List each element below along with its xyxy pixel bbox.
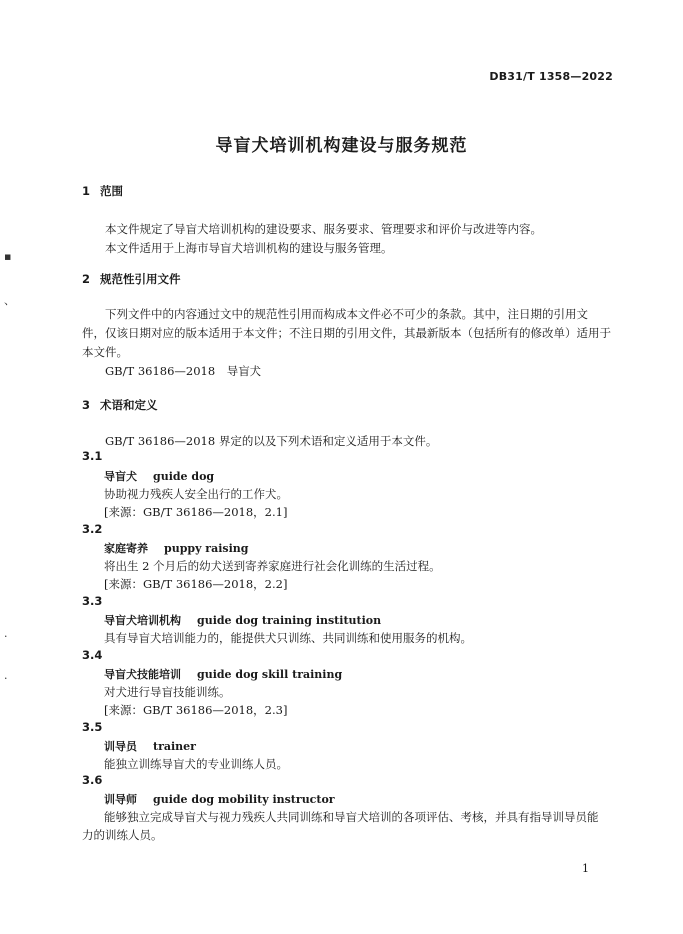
- clause-number: 3.1: [82, 449, 103, 463]
- term-entry: [104, 468, 214, 484]
- page-number: 1: [582, 862, 589, 875]
- standard-number: DB31/T 1358—2022: [489, 70, 613, 83]
- term-definition-line: 力的训练人员。: [82, 828, 163, 842]
- paragraph: 本文件规定了导盲犬培训机构的建设要求、服务要求、管理要求和评价与改进等内容。: [105, 222, 542, 236]
- term-chinese: 训导师: [104, 793, 137, 806]
- term-definition: 对犬进行导盲技能训练。: [104, 685, 231, 699]
- clause-number: 3.4: [82, 648, 103, 662]
- section-2-heading: [82, 271, 181, 287]
- term-english: guide dog mobility instructor: [153, 793, 335, 806]
- term-english: guide dog training institution: [197, 614, 382, 627]
- paragraph-line: 下列文件中的内容通过文中的规范性引用而构成本文件必不可少的条款。其中，注日期的引用文: [105, 307, 588, 321]
- section-title: 范围: [100, 184, 123, 198]
- document-title: 导盲犬培训机构建设与服务规范: [215, 136, 468, 156]
- paragraph: 本文件适用于上海市导盲犬培训机构的建设与服务管理。: [105, 241, 393, 255]
- term-chinese: 导盲犬培训机构: [104, 614, 181, 627]
- section-title: 规范性引用文件: [100, 272, 181, 286]
- term-entry: [104, 540, 248, 556]
- clause-number: 3.2: [82, 522, 103, 536]
- section-1-heading: [82, 183, 123, 199]
- term-entry: [104, 666, 342, 682]
- term-definition: 将出生 2 个月后的幼犬送到寄养家庭进行社会化训练的生活过程。: [104, 559, 441, 573]
- paragraph-line: 本文件。: [82, 345, 128, 359]
- section-number: 2: [82, 272, 91, 286]
- term-chinese: 训导员: [104, 740, 137, 753]
- clause-number: 3.5: [82, 720, 103, 734]
- scan-mark: ·: [4, 630, 8, 643]
- normative-reference: GB/T 36186—2018 导盲犬: [105, 364, 262, 378]
- clause-number: 3.6: [82, 773, 103, 787]
- section-3-heading: [82, 397, 158, 413]
- term-definition: 能独立训练导盲犬的专业训练人员。: [104, 757, 288, 771]
- term-english: trainer: [153, 740, 196, 753]
- term-english: guide dog: [153, 470, 215, 483]
- term-entry: [104, 738, 196, 754]
- term-definition-line: 能够独立完成导盲犬与视力残疾人共同训练和导盲犬培训的各项评估、考核，并具有指导训导员能: [104, 810, 599, 824]
- section-number: 1: [82, 184, 91, 198]
- term-entry: [104, 791, 335, 807]
- term-source: [来源：GB/T 36186—2018，2.1]: [104, 505, 288, 519]
- scan-mark: ·: [4, 672, 8, 685]
- term-chinese: 导盲犬技能培训: [104, 668, 181, 681]
- scan-mark: ▪: [4, 250, 12, 263]
- term-english: puppy raising: [164, 542, 249, 555]
- paragraph: GB/T 36186—2018 界定的以及下列术语和定义适用于本文件。: [105, 434, 438, 448]
- clause-number: 3.3: [82, 594, 103, 608]
- term-chinese: 导盲犬: [104, 470, 137, 483]
- scan-mark: 、: [4, 294, 15, 307]
- term-entry: [104, 612, 381, 628]
- term-source: [来源：GB/T 36186—2018，2.2]: [104, 577, 288, 591]
- term-definition: 协助视力残疾人安全出行的工作犬。: [104, 487, 288, 501]
- term-english: guide dog skill training: [197, 668, 343, 681]
- paragraph-line: 件，仅该日期对应的版本适用于本文件；不注日期的引用文件，其最新版本（包括所有的修改单）适用于: [82, 326, 611, 340]
- section-title: 术语和定义: [100, 398, 158, 412]
- term-chinese: 家庭寄养: [104, 542, 148, 555]
- section-number: 3: [82, 398, 91, 412]
- term-source: [来源：GB/T 36186—2018，2.3]: [104, 703, 288, 717]
- term-definition: 具有导盲犬培训能力的，能提供犬只训练、共同训练和使用服务的机构。: [104, 631, 472, 645]
